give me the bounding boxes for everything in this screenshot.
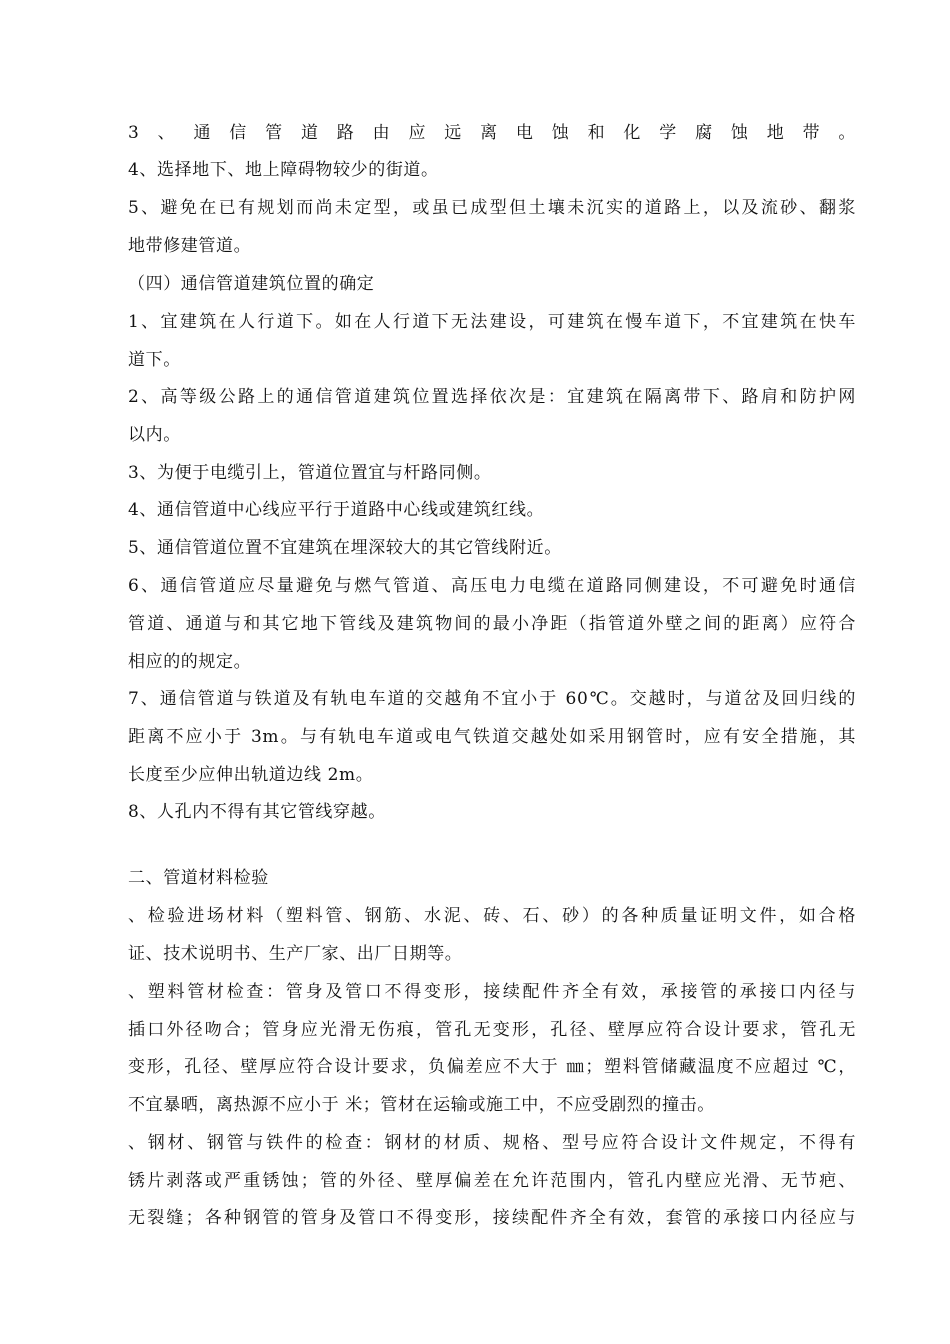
text-line: 无裂缝；各种钢管的管身及管口不得变形，接续配件齐全有效，套管的承接口内径应与 bbox=[128, 1208, 856, 1228]
text-line: 、检验进场材料（塑料管、钢筋、水泥、砖、石、砂）的各种质量证明文件，如合格 bbox=[128, 906, 856, 926]
text-line: 7、通信管道与铁道及有轨电车道的交越角不宜小于 60℃。交越时，与道岔及回归线的 bbox=[128, 689, 856, 709]
text-line: 6、通信管道应尽量避免与燃气管道、高压电力电缆在道路同侧建设，不可避免时通信 bbox=[128, 576, 856, 596]
text-line: 、塑料管材检查：管身及管口不得变形，接续配件齐全有效，承接管的承接口内径与 bbox=[128, 982, 856, 1002]
section-heading: （四）通信管道建筑位置的确定 bbox=[128, 274, 375, 294]
text-line: 证、技术说明书、生产厂家、出厂日期等。 bbox=[128, 944, 463, 964]
text-line: 2、高等级公路上的通信管道建筑位置选择依次是：宜建筑在隔离带下、路肩和防护网 bbox=[128, 387, 856, 407]
text-line: 距离不应小于 3m。与有轨电车道或电气铁道交越处如采用钢管时，应有安全措施，其 bbox=[128, 727, 856, 747]
text-line: 不宜暴晒，离热源不应小于 米；管材在运输或施工中，不应受剧烈的撞击。 bbox=[128, 1095, 715, 1115]
text-line: 长度至少应伸出轨道边线 2m。 bbox=[128, 765, 374, 785]
text-line: 8、人孔内不得有其它管线穿越。 bbox=[128, 802, 386, 822]
text-line: 管道、通道与和其它地下管线及建筑物间的最小净距（指管道外壁之间的距离）应符合 bbox=[128, 614, 856, 634]
section-heading: 二、管道材料检验 bbox=[128, 868, 269, 888]
text-line: 3、通信管道路由应远离电蚀和化学腐蚀地带。 bbox=[128, 123, 856, 143]
text-line: 4、通信管道中心线应平行于道路中心线或建筑红线。 bbox=[128, 500, 545, 520]
text-line: 插口外径吻合；管身应光滑无伤痕，管孔无变形，孔径、壁厚应符合设计要求，管孔无 bbox=[128, 1020, 856, 1040]
text-line: 道下。 bbox=[128, 350, 181, 370]
text-line: 地带修建管道。 bbox=[128, 236, 252, 256]
text-line: 、钢材、钢管与铁件的检查：钢材的材质、规格、型号应符合设计文件规定，不得有 bbox=[128, 1133, 856, 1153]
text-line: 5、通信管道位置不宜建筑在埋深较大的其它管线附近。 bbox=[128, 538, 562, 558]
text-line: 以内。 bbox=[128, 425, 181, 445]
text-line: 4、选择地下、地上障碍物较少的街道。 bbox=[128, 160, 439, 180]
text-line: 3、为便于电缆引上，管道位置宜与杆路同侧。 bbox=[128, 463, 492, 483]
text-line: 锈片剥落或严重锈蚀；管的外径、壁厚偏差在允许范围内，管孔内壁应光滑、无节疤、 bbox=[128, 1171, 856, 1191]
text-line: 5、避免在已有规划而尚未定型，或虽已成型但土壤未沉实的道路上，以及流砂、翻浆 bbox=[128, 198, 856, 218]
text-line: 相应的的规定。 bbox=[128, 652, 252, 672]
text-line: 变形，孔径、壁厚应符合设计要求，负偏差应不大于 ㎜；塑料管储藏温度不应超过 ℃， bbox=[128, 1057, 856, 1077]
text-line: 1、宜建筑在人行道下。如在人行道下无法建设，可建筑在慢车道下，不宜建筑在快车 bbox=[128, 312, 856, 332]
